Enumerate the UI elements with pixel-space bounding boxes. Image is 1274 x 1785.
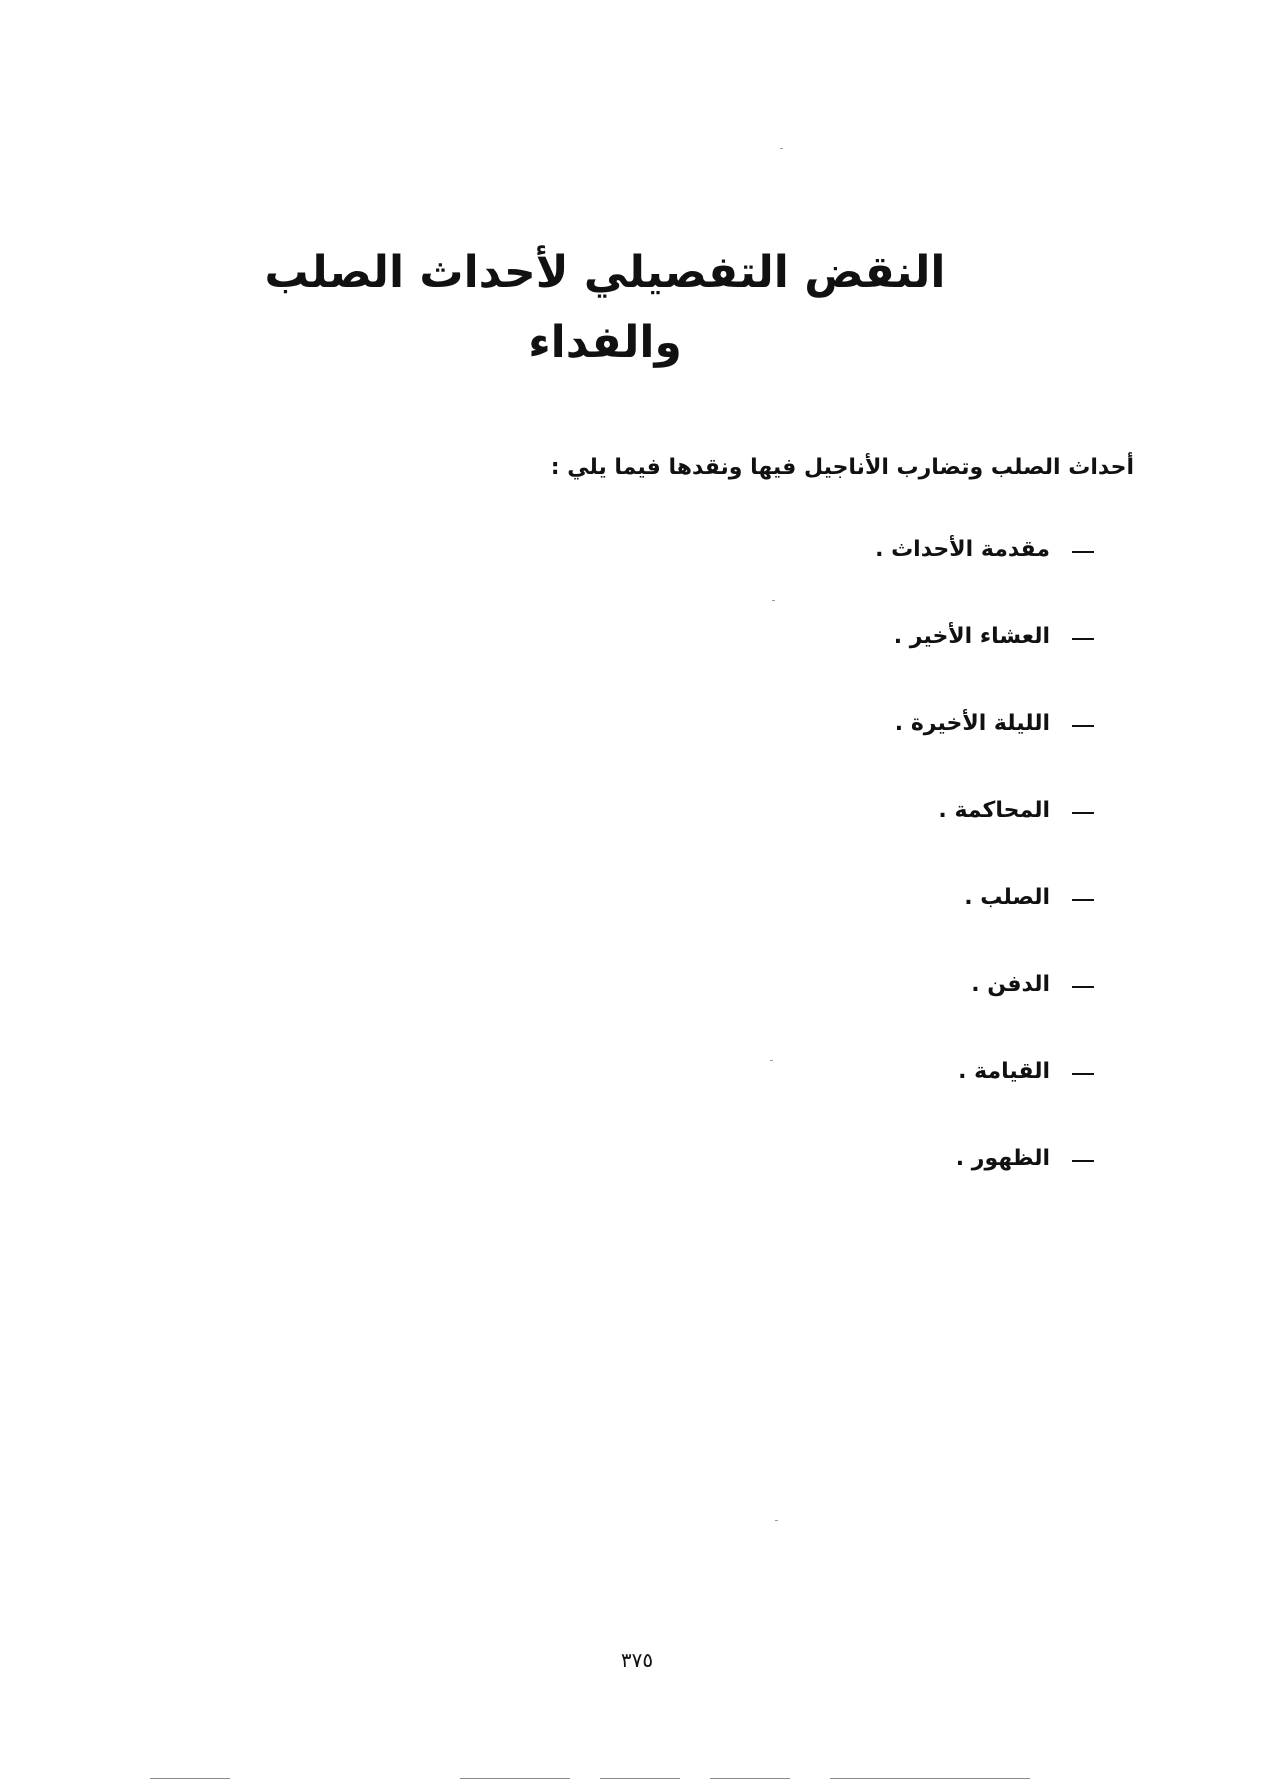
- list-item: [694, 878, 1094, 965]
- page-title: النقض التفصيلي لأحداث الصلب والفداء: [264, 247, 946, 368]
- list-item-text: الظهور .: [955, 1146, 1050, 1171]
- scan-line: [460, 1778, 570, 1779]
- topic-list: [694, 530, 1094, 1226]
- scan-line: [830, 1778, 1030, 1779]
- page-number: ٣٧٥: [620, 1648, 654, 1672]
- list-item-text: الليلة الأخيرة .: [894, 711, 1050, 736]
- scan-line: [150, 1778, 230, 1779]
- dash-bullet-icon: [1072, 899, 1094, 901]
- list-item-text: المحاكمة .: [938, 798, 1050, 823]
- list-item: [694, 617, 1094, 704]
- scan-line: [710, 1778, 790, 1779]
- scan-speck: [775, 1520, 778, 1521]
- intro-paragraph: أحداث الصلب وتضارب الأناجيل فيها ونقدها فيما يلي :: [550, 455, 1134, 480]
- dash-bullet-icon: [1072, 1160, 1094, 1162]
- list-item-text: مقدمة الأحداث .: [875, 537, 1050, 562]
- dash-bullet-icon: [1072, 725, 1094, 727]
- list-item-text: القيامة .: [958, 1059, 1050, 1084]
- list-item: [694, 1052, 1094, 1139]
- scan-speck: [780, 148, 783, 149]
- list-item: [694, 530, 1094, 617]
- scan-speck: [772, 600, 775, 601]
- list-item-text: الصلب .: [964, 885, 1050, 910]
- dash-bullet-icon: [1072, 638, 1094, 640]
- dash-bullet-icon: [1072, 986, 1094, 988]
- list-item-text: العشاء الأخير .: [893, 624, 1050, 649]
- dash-bullet-icon: [1072, 812, 1094, 814]
- list-item: [694, 965, 1094, 1052]
- list-item: [694, 704, 1094, 791]
- list-item: [694, 791, 1094, 878]
- list-item: [694, 1139, 1094, 1226]
- scan-line: [600, 1778, 680, 1779]
- list-item-text: الدفن .: [971, 972, 1050, 997]
- scan-speck: [770, 1060, 773, 1061]
- dash-bullet-icon: [1072, 1073, 1094, 1075]
- dash-bullet-icon: [1072, 551, 1094, 553]
